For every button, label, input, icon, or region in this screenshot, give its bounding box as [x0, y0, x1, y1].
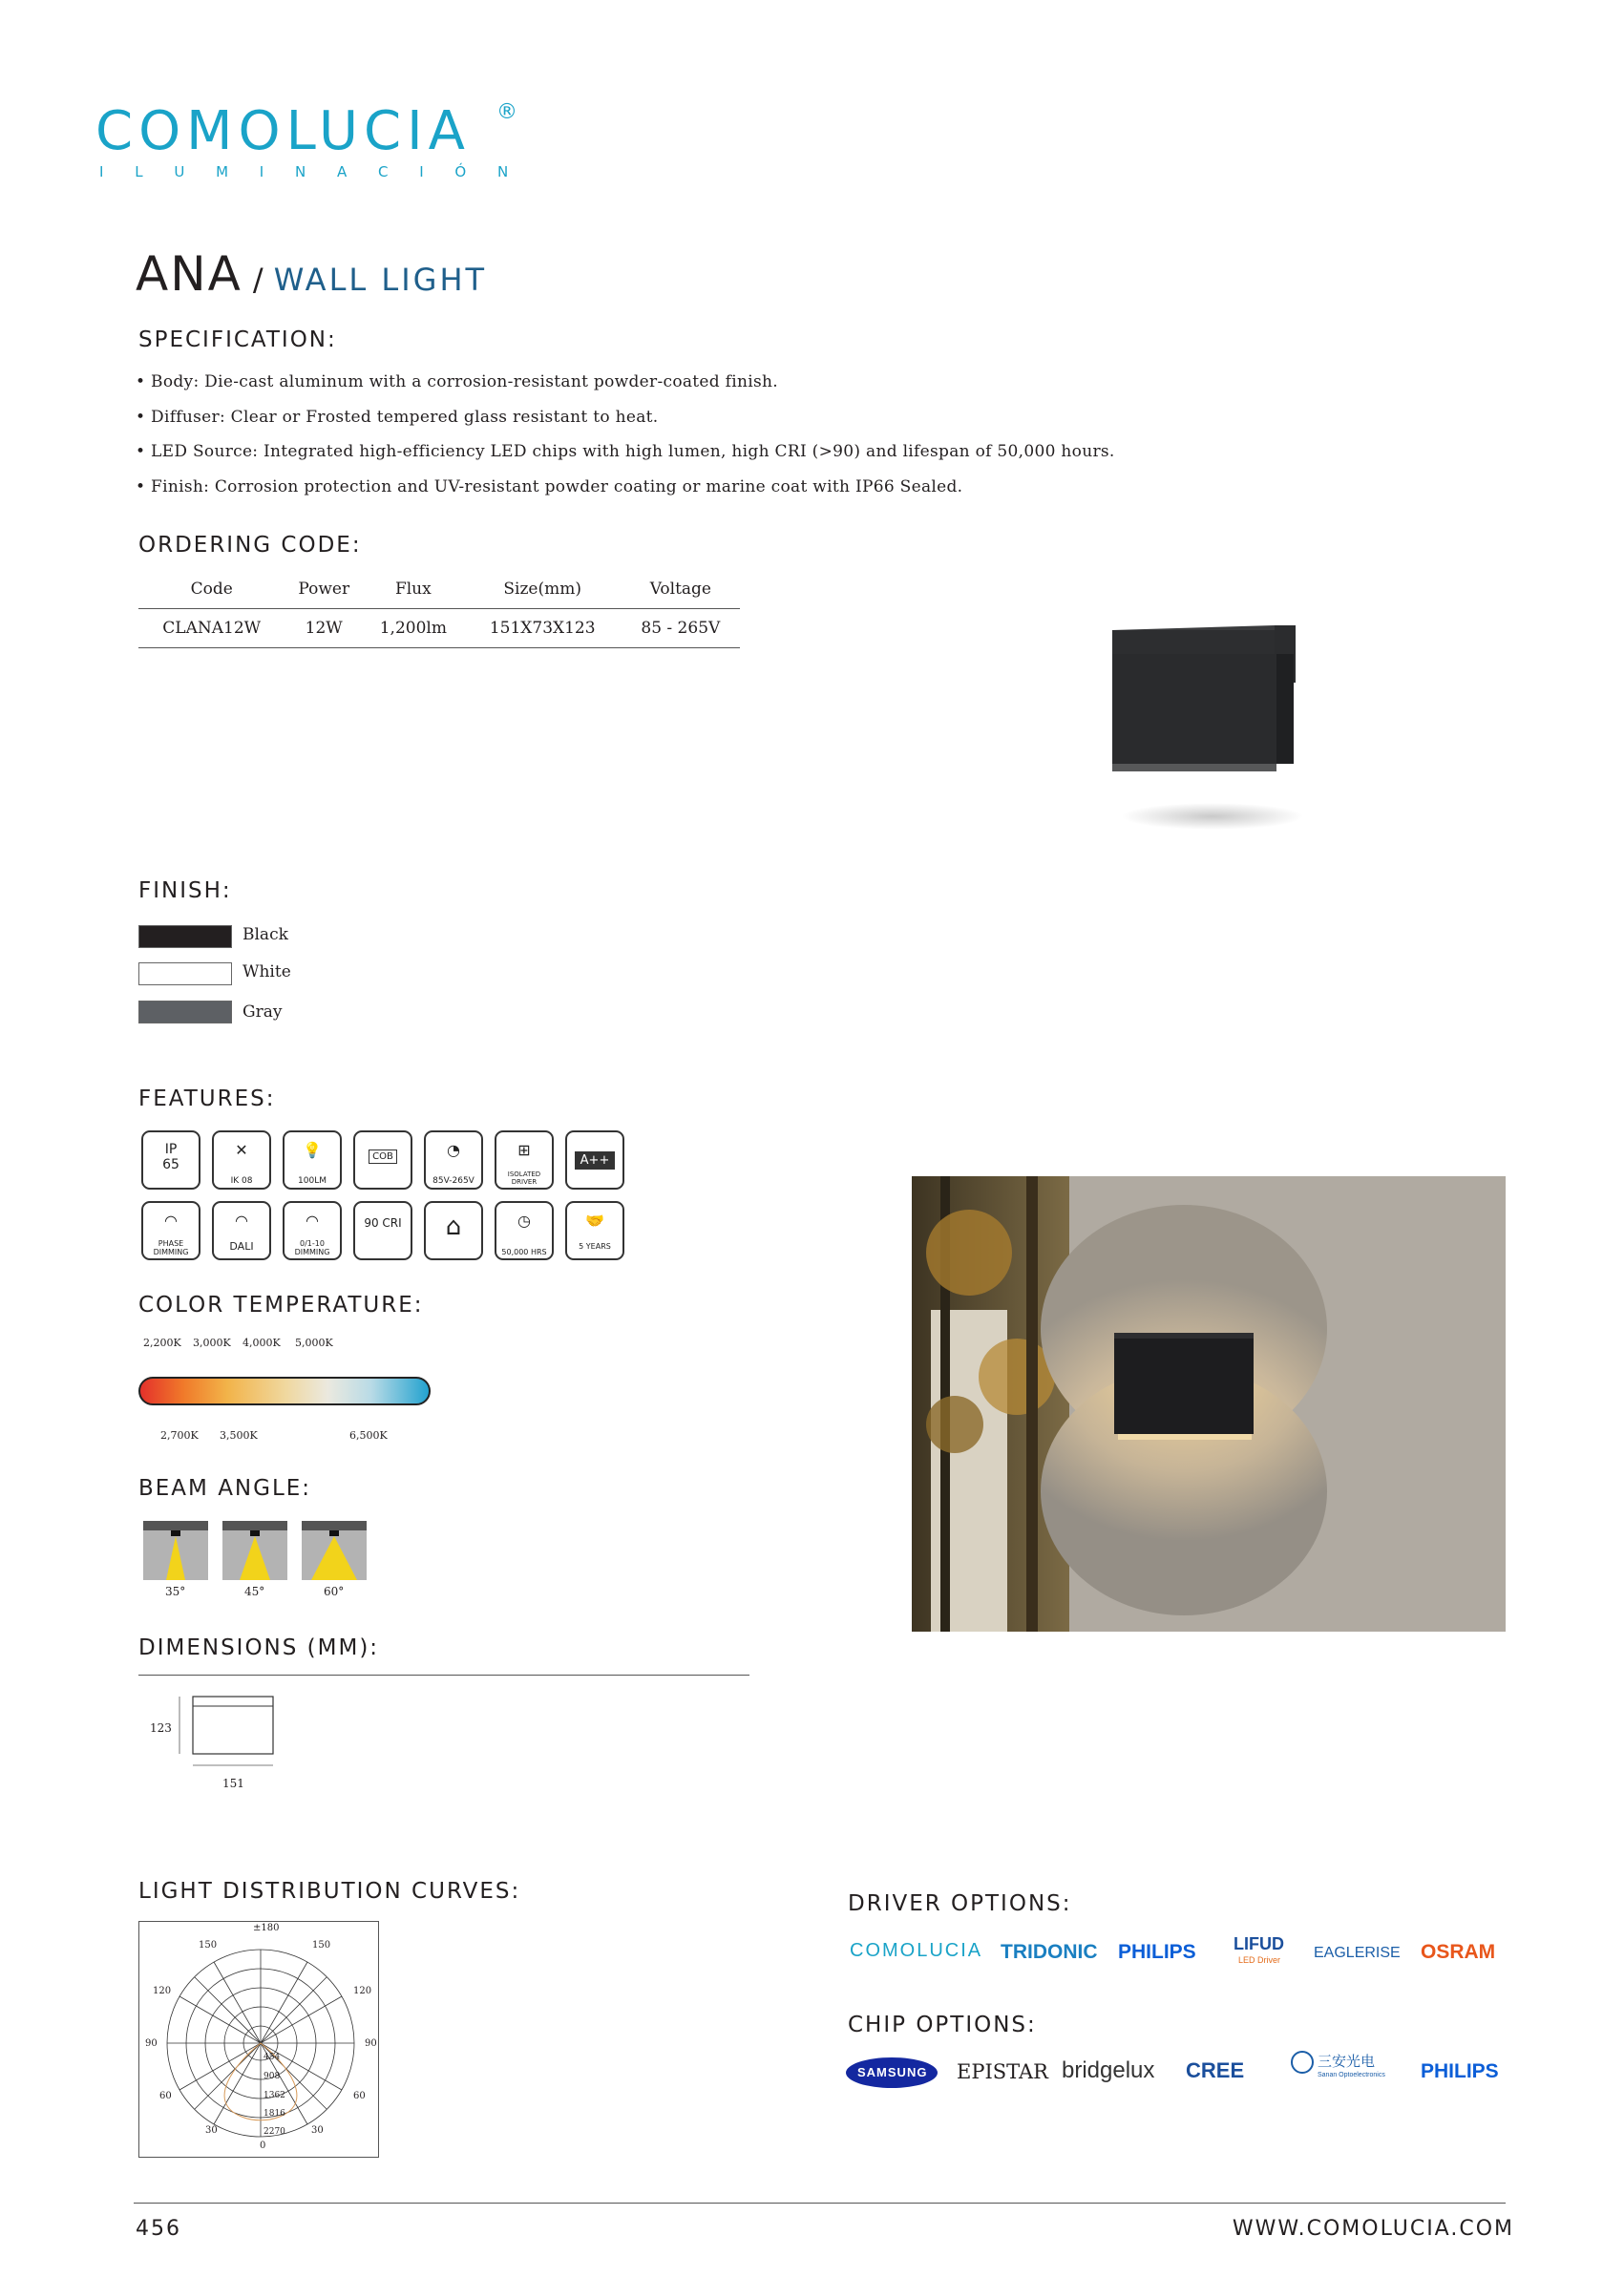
product-type: WALL LIGHT	[273, 262, 488, 298]
polar-angle-label: 120	[153, 1986, 172, 1996]
polar-ring-label: 1816	[264, 2109, 285, 2119]
product-image	[1093, 601, 1332, 850]
ip65-icon: IP 65	[141, 1130, 200, 1190]
polar-angle-label: 0	[260, 2141, 266, 2151]
dimensions-divider	[138, 1675, 749, 1676]
ct-label-top: 4,000K	[243, 1337, 281, 1349]
cob-chip-icon: COB	[353, 1130, 412, 1190]
brand-name: COMOLUCIA	[95, 100, 471, 162]
polar-angle-label: 150	[312, 1940, 331, 1951]
bulb-100lm-icon: 💡 100LM	[283, 1130, 342, 1190]
beam-angle-heading: BEAM ANGLE:	[138, 1476, 312, 1501]
dimension-height: 123	[150, 1721, 172, 1735]
dimensions-heading: DIMENSIONS (MM):	[138, 1635, 380, 1660]
chip-logo-sanan-mark	[1291, 2051, 1314, 2074]
ik08-icon: ✕ IK 08	[212, 1130, 271, 1190]
polar-angle-label: 60	[159, 2091, 172, 2101]
driver-logo-osram: OSRAM	[1421, 1941, 1496, 1963]
column-header: Size(mm)	[464, 570, 622, 609]
polar-ring-label: 1362	[264, 2091, 285, 2100]
lifespan-icon: ◷ 50,000 HRS	[495, 1201, 554, 1260]
polar-ring-label: 454	[264, 2053, 281, 2062]
page-title	[136, 246, 487, 302]
dimension-drawing	[172, 1695, 286, 1781]
product-name: ANA	[136, 246, 243, 302]
ordering-table	[138, 570, 740, 648]
dimming-0-10-icon: ◠ 0/1-10 DIMMING	[283, 1201, 342, 1260]
chip-options-heading: CHIP OPTIONS:	[848, 2013, 1037, 2037]
registered-mark: ®	[496, 100, 517, 124]
column-header: Code	[138, 570, 285, 609]
polar-angle-label: 90	[365, 2038, 377, 2049]
website-link[interactable]: WWW.COMOLUCIA.COM	[1232, 2217, 1514, 2241]
lifestyle-photo	[912, 1176, 1506, 1632]
footer-divider	[134, 2203, 1506, 2204]
phase-dimming-icon: ◠ PHASE DIMMING	[141, 1201, 200, 1260]
chip-logo-samsung-text: SAMSUNG	[857, 2065, 928, 2079]
features-heading: FEATURES:	[138, 1086, 276, 1111]
page-number: 456	[136, 2217, 181, 2241]
polar-ring-label: 2270	[264, 2127, 285, 2137]
driver-options-heading: DRIVER OPTIONS:	[848, 1891, 1072, 1916]
beam-angle-label: 35°	[165, 1585, 186, 1598]
driver-logo-tridonic: TRIDONIC	[1001, 1941, 1098, 1963]
polar-angle-label: 30	[311, 2125, 324, 2136]
beam-angle-label: 45°	[244, 1585, 265, 1598]
table-cell: 12W	[285, 609, 363, 648]
table-cell: 85 - 265V	[622, 609, 740, 648]
energy-class-icon: A++	[565, 1130, 624, 1190]
polar-angle-label: 30	[205, 2125, 218, 2136]
chip-logo-epistar: EPISTAR	[957, 2060, 1048, 2083]
polar-angle-label: ±180	[253, 1923, 280, 1933]
isolated-driver-icon: ⊞ ISOLATED DRIVER	[495, 1130, 554, 1190]
dali-icon: ◠ DALI	[212, 1201, 271, 1260]
polar-ring-label: 908	[264, 2072, 281, 2081]
brand-subtitle: I L U M I N A C I Ó N	[99, 163, 522, 180]
specification-heading: SPECIFICATION:	[138, 327, 337, 352]
polar-angle-label: 120	[353, 1986, 372, 1996]
spec-item: • Body: Die-cast aluminum with a corrosion-resistant powder-coated finish.	[136, 372, 778, 391]
brand-logo	[95, 100, 535, 186]
polar-angle-label: 90	[145, 2038, 158, 2049]
driver-logo-eaglerise: EAGLERISE	[1314, 1945, 1401, 1961]
ordering-heading: ORDERING CODE:	[138, 533, 362, 558]
finish-label: Black	[243, 925, 288, 944]
ct-label-bottom: 3,500K	[220, 1429, 258, 1442]
beam-45-diagram	[222, 1521, 287, 1580]
ct-label-top: 2,200K	[143, 1337, 181, 1349]
ct-label-bottom: 6,500K	[349, 1429, 388, 1442]
finish-label: Gray	[243, 1002, 283, 1022]
color-temperature-bar	[138, 1377, 431, 1405]
color-temperature-heading: COLOR TEMPERATURE:	[138, 1293, 424, 1318]
warranty-icon: 🤝 5 YEARS	[565, 1201, 624, 1260]
cri-icon: 90 CRI	[353, 1201, 412, 1260]
beam-angle-label: 60°	[324, 1585, 345, 1598]
chip-logo-sanan-sub: Sanan Optoelectronics	[1318, 2072, 1385, 2078]
light-distribution-heading: LIGHT DISTRIBUTION CURVES:	[138, 1879, 521, 1904]
table-header-row	[138, 570, 740, 609]
spec-item: • LED Source: Integrated high-efficiency LED chips with high lumen, high CRI (>90) and lifespan of 50,000 hours.	[136, 442, 1115, 461]
voltage-icon: ◔ 85V-265V	[424, 1130, 483, 1190]
table-cell: 1,200lm	[363, 609, 464, 648]
chip-logo-philips: PHILIPS	[1421, 2060, 1499, 2082]
title-separator: /	[252, 262, 264, 298]
column-header: Flux	[363, 570, 464, 609]
driver-logo-lifud-sub: LED Driver	[1238, 1955, 1281, 1965]
column-header: Voltage	[622, 570, 740, 609]
spec-item: • Finish: Corrosion protection and UV-resistant powder coating or marine coat with IP66 Sealed.	[136, 477, 963, 496]
ct-label-top: 5,000K	[295, 1337, 333, 1349]
ct-label-top: 3,000K	[193, 1337, 231, 1349]
driver-logo-lifud: LIFUD	[1234, 1934, 1284, 1953]
driver-logo-philips: PHILIPS	[1118, 1941, 1196, 1963]
dimension-width: 151	[222, 1777, 244, 1790]
finish-swatch-black	[138, 925, 232, 948]
beam-60-diagram	[302, 1521, 367, 1580]
polar-chart	[138, 1921, 377, 2156]
polar-angle-label: 150	[199, 1940, 218, 1951]
finish-swatch-gray	[138, 1001, 232, 1023]
finish-label: White	[243, 962, 291, 981]
spec-item: • Diffuser: Clear or Frosted tempered glass resistant to heat.	[136, 408, 659, 427]
table-cell: 151X73X123	[464, 609, 622, 648]
finish-swatch-white	[138, 962, 232, 985]
finish-heading: FINISH:	[138, 878, 232, 903]
chip-logo-cree: CREE	[1186, 2058, 1245, 2082]
polar-angle-label: 60	[353, 2091, 366, 2101]
chip-logo-sanan: 三安光电	[1318, 2053, 1376, 2070]
ct-label-bottom: 2,700K	[160, 1429, 199, 1442]
column-header: Power	[285, 570, 363, 609]
chip-logo-bridgelux: bridgelux	[1062, 2057, 1155, 2083]
driver-logo-comolucia: COMOLUCIA	[850, 1940, 983, 1961]
table-row	[138, 609, 740, 648]
beam-35-diagram	[143, 1521, 208, 1580]
house-icon: ⌂	[424, 1201, 483, 1260]
table-cell: CLANA12W	[138, 609, 285, 648]
